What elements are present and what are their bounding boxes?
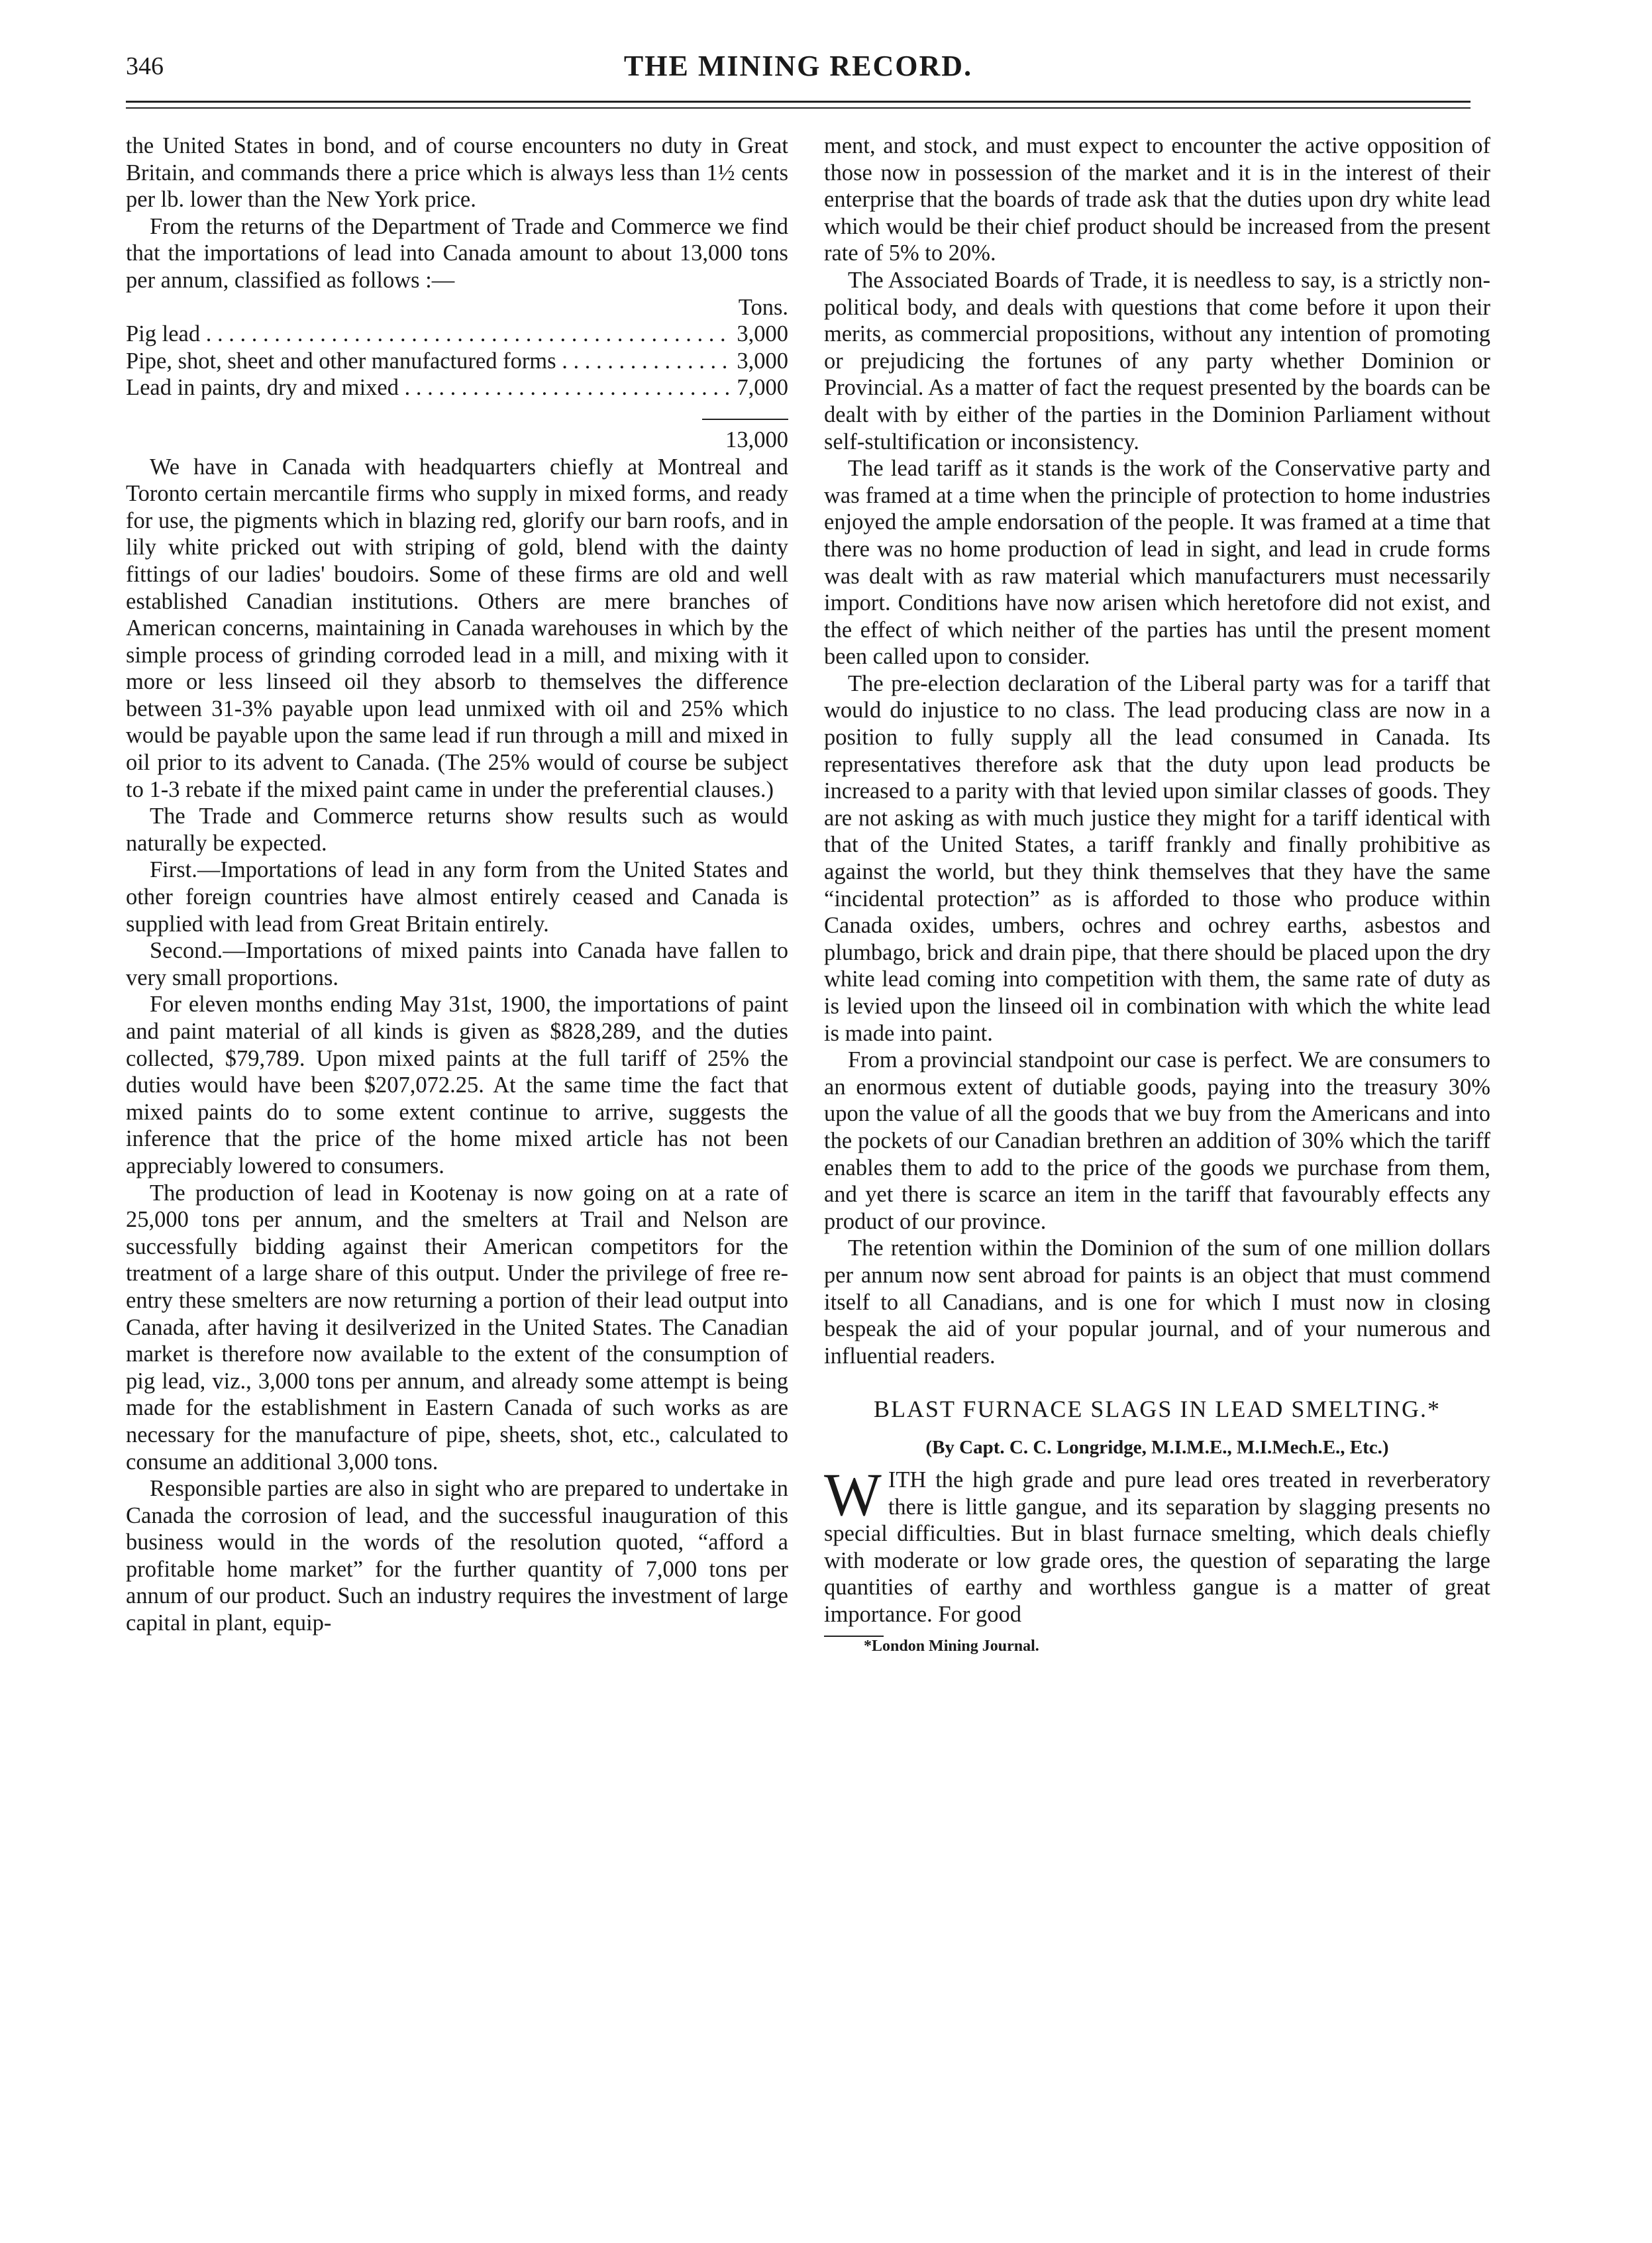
- left-column: [126, 132, 788, 1637]
- paragraph: We have in Canada with headquarters chiefly at Montreal and Toronto certain mercantile firms who supply in mixed forms, and ready for use, the pigments which in blazing red, glorify our barn roofs, and in lily white pricked out with striping of gold, blend with the dainty fittings of our ladies' boudoirs. Some of these firms are old and well established Canadian institutions. Others are mere branches of American concerns, maintaining in Canada warehouses in which by the simple process of grinding corroded lead in a mill, and mixing with it more or less linseed oil they absorb to themselves the difference between 31-3% payable upon lead unmixed with oil and 25% which would be payable upon the same lead if run through a mill and mixed in oil prior to its advent to Canada. (The 25% would of course be subject to 1-3 rebate if the mixed paint came in under the preferential clauses.): [126, 454, 788, 802]
- paragraph: ment, and stock, and must expect to encounter the active opposition of those now in possession of the market and it is in the interest of their enterprise that the boards of trade ask that the duties upon dry white lead which would be their chief product should be increased from the present rate of 5% to 20%.: [824, 133, 1490, 266]
- tons-column-header: Tons.: [738, 294, 788, 320]
- row-value: 3,000: [733, 348, 788, 375]
- page-number: 346: [126, 52, 164, 80]
- table-row: [126, 374, 788, 401]
- paragraph: For eleven months ending May 31st, 1900, the importations of paint and paint material of all kinds is given as $828,289, and the duties collected, $79,789. Upon mixed paints at the full tariff of 25% the duties would have been $207,072.25. At the same time the fact that mixed paints do to some extent continue to arrive, suggests the inference that the price of the home mixed article has not been appreciably lowered to consumers.: [126, 992, 788, 1178]
- paragraph-text: ITH the high grade and pure lead ores treated in reverberatory there is little gangue, and its separation by slagging presents no special difficulties. But in blast furnace smelting, which deals chiefly with moderate or low grade ores, the question of separating the large quantities of earthy and worthless gangue is a matter of great importance. For good: [824, 1467, 1490, 1627]
- table-row: [126, 321, 788, 348]
- page-header: [126, 46, 1471, 99]
- article-byline: (By Capt. C. C. Longridge, M.I.M.E., M.I.Mech.E., Etc.): [925, 1437, 1389, 1459]
- paragraph: The Trade and Commerce returns show results such as would naturally be expected.: [126, 804, 788, 856]
- paragraph: Second.—Importations of mixed paints into Canada have fallen to very small proportions.: [126, 938, 788, 990]
- article-first-paragraph: [824, 1460, 1490, 1628]
- total-rule: [702, 419, 788, 420]
- paragraph: The pre-election declaration of the Liberal party was for a tariff that would do injustice to no class. The lead producing class are now in a position to fully supply all the lead consumed in Canada. Its representatives therefore ask that the duty upon lead products be increased to a parity with that levied upon similar classes of goods. They are not asking as with much justice they might for a tariff identical with that of the United States, a tariff frankly and finally prohibitive as against the world, but they think themselves that they have the same “incidental protection” as is afforded to those who produce within Canada oxides, umbers, ochres and ochrey earths, asbestos and plumbago, brick and drain pipe, that there should be placed upon the dry white lead coming into competition with them, the same rate of duty as is levied upon the linseed oil in combination with which the white lead is made into paint.: [824, 670, 1490, 1046]
- lead-imports-table: [126, 294, 788, 454]
- paragraph: The production of lead in Kootenay is now going on at a rate of 25,000 tons per annum, and the smelters at Trail and Nelson are successfully bidding against their American competitors for the treatment of a large share of this output. Under the privilege of free re-entry these smelters are now returning a portion of their lead output into Canada, after having it desilverized in the United States. The Canadian market is therefore now available to the extent of the consumption of pig lead, viz., 3,000 tons per annum, and already some attempt is being made for the establishment in Eastern Canada of such works as are necessary for the manufacture of pipe, sheets, shot, etc., calculated to consume an additional 3,000 tons.: [126, 1180, 788, 1475]
- article-title: BLAST FURNACE SLAGS IN LEAD SMELTING.*: [873, 1396, 1441, 1423]
- journal-title: THE MINING RECORD.: [623, 50, 973, 82]
- row-label: Pig lead . . .: [126, 321, 733, 348]
- drop-cap: W: [824, 1460, 882, 1528]
- header-rule-thin: [126, 107, 1471, 109]
- row-value: 7,000: [733, 374, 788, 401]
- paragraph: From a provincial standpoint our case is perfect. We are consumers to an enormous extent of dutiable goods, paying into the treasury 30% upon the value of all the goods that we buy from the Americans and into the pockets of our Canadian brethren an addition of 30% which the tariff enables them to add to the price of the goods we purchase from them, and yet there is scarce an item in the tariff that favourably effects any product of our province.: [824, 1047, 1490, 1234]
- header-rule-thick: [126, 101, 1471, 103]
- paragraph: First.—Importations of lead in any form from the United States and other foreign countries have almost entirely ceased and Canada is supplied with lead from Great Britain entirely.: [126, 857, 788, 937]
- paragraph: The Associated Boards of Trade, it is needless to say, is a strictly non-political body, and deals with questions that come before it upon their merits, as commercial propositions, without any intention of promoting or prejudicing the fortunes of any party whether Dominion or Provincial. As a matter of fact the request presented by the boards can be dealt with by either of the parties in the Dominion Parliament without self-stultification or inconsistency.: [824, 267, 1490, 454]
- paragraph: The retention within the Dominion of the sum of one million dollars per annum now sent abroad for paints is an object that must commend itself to all Canadians, and is one for which I must now in closing bespeak the aid of your popular journal, and of your numerous and influential readers.: [824, 1235, 1490, 1369]
- right-column: [824, 132, 1490, 1660]
- row-label: Lead in paints, dry and mixed . . .: [126, 374, 733, 401]
- footnote: *London Mining Journal.: [864, 1638, 1039, 1655]
- table-row: [126, 348, 788, 375]
- paragraph: the United States in bond, and of course encounters no duty in Great Britain, and commands there a price which is always less than 1½ cents per lb. lower than the New York price.: [126, 133, 788, 213]
- paragraph: Responsible parties are also in sight who are prepared to undertake in Canada the corrosion of lead, and the successful inauguration of this business would in the words of the resolution quoted, “afford a profitable home market” for the further quantity of 7,000 tons per annum of our product. Such an industry requires the investment of large capital in plant, equip-: [126, 1476, 788, 1636]
- row-label: Pipe, shot, sheet and other manufactured forms . . .: [126, 348, 733, 375]
- tons-total: 13,000: [725, 427, 788, 452]
- paragraph: The lead tariff as it stands is the work of the Conservative party and was framed at a time when the principle of protection to home industries enjoyed the ample endorsation of the people. It was framed at a time that there was no home production of lead in sight, and lead in crude forms was dealt with as raw material which manufacturers must necessarily import. Conditions have now arisen which heretofore did not exist, and the effect of which neither of the parties has until the present moment been called upon to consider.: [824, 456, 1490, 670]
- row-value: 3,000: [733, 321, 788, 348]
- paragraph: From the returns of the Department of Trade and Commerce we find that the importations of lead into Canada amount to about 13,000 tons per annum, classified as follows :—: [126, 213, 788, 293]
